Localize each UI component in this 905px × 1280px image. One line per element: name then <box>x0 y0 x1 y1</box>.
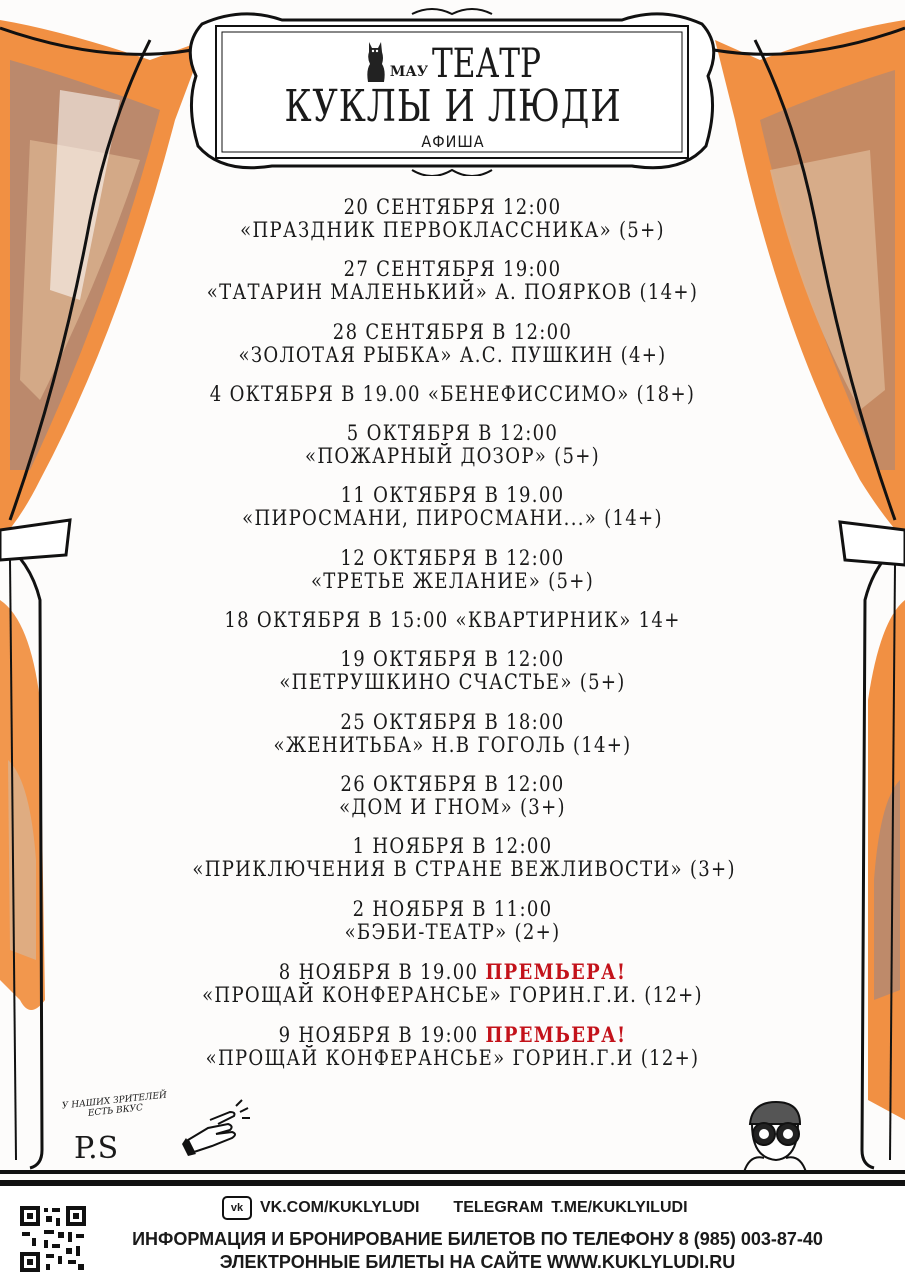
event-date: 12 ОКТЯБРЯ В 12:00 <box>340 545 565 570</box>
page-subtitle: АФИША <box>421 132 485 151</box>
event-date-title: 18 ОКТЯБРЯ В 15:00 «КВАРТИРНИК» 14+ <box>224 608 681 633</box>
event-title: «ТРЕТЬЕ ЖЕЛАНИЕ» (5+) <box>310 568 595 593</box>
event-item <box>150 1023 755 1070</box>
ps-label: P.S <box>74 1131 119 1166</box>
event-date: 9 НОЯБРЯ В 19:00 <box>278 1023 479 1048</box>
event-title: «ПЕТРУШКИНО СЧАСТЬЕ» (5+) <box>279 670 626 695</box>
lady-with-binoculars-icon <box>736 1098 814 1172</box>
event-item <box>150 422 755 468</box>
social-links <box>222 1196 688 1220</box>
black-cat-icon <box>364 38 386 84</box>
event-item <box>150 711 755 757</box>
event-title: «ПРОЩАЙ КОНФЕРАНСЬЕ» ГОРИН.Г.И (12+) <box>205 1046 700 1071</box>
event-item <box>150 898 755 944</box>
event-date-title: 4 ОКТЯБРЯ В 19.00 «БЕНЕФИССИМО» (18+) <box>209 381 696 406</box>
brand-name: ТЕАТР <box>432 41 542 87</box>
event-date-row <box>192 1023 712 1047</box>
event-item <box>150 648 755 694</box>
telegram-link[interactable]: T.ME/KUKLYILUDI <box>551 1199 688 1216</box>
phone-line: ИНФОРМАЦИЯ И БРОНИРОВАНИЕ БИЛЕТОВ ПО ТЕЛЕФОНУ 8 (985) 003-87-40 <box>132 1229 823 1249</box>
footer <box>0 1180 905 1280</box>
event-title: «ЗОЛОТАЯ РЫБКА» А.С. ПУШКИН (4+) <box>238 342 667 367</box>
event-item <box>150 773 755 819</box>
event-title: «БЭБИ-ТЕАТР» (2+) <box>344 919 561 944</box>
event-date: 28 СЕНТЯБРЯ В 12:00 <box>332 319 573 344</box>
event-title: «ПОЖАРНЫЙ ДОЗОР» (5+) <box>304 444 601 469</box>
event-date: 2 НОЯБРЯ В 11:00 <box>352 896 553 921</box>
event-item <box>150 484 755 530</box>
event-date-row <box>192 960 712 984</box>
event-title: «ЖЕНИТЬБА» Н.В ГОГОЛЬ (14+) <box>273 732 632 757</box>
event-item <box>150 321 755 367</box>
event-item <box>150 835 755 881</box>
event-title: «ТАТАРИН МАЛЕНЬКИЙ» А. ПОЯРКОВ (14+) <box>206 280 699 305</box>
title-sign <box>182 6 722 176</box>
event-date: 1 НОЯБРЯ В 12:00 <box>352 834 553 859</box>
event-item <box>150 383 755 406</box>
event-date: 26 ОКТЯБРЯ В 12:00 <box>340 771 565 796</box>
event-item <box>150 196 755 242</box>
event-title: «ДОМ И ГНОМ» (3+) <box>339 794 566 819</box>
telegram-label: TELEGRAM <box>453 1199 544 1216</box>
event-date: 27 СЕНТЯБРЯ 19:00 <box>343 257 562 282</box>
site-line: ЭЛЕКТРОННЫЕ БИЛЕТЫ НА САЙТЕ WWW.KUKLYLUDI.RU <box>219 1252 736 1272</box>
vk-icon: vk <box>222 1196 252 1220</box>
premiere-badge: ПРЕМЬЕРА! <box>485 1022 627 1048</box>
event-date: 8 НОЯБРЯ В 19.00 <box>278 959 479 984</box>
premiere-badge: ПРЕМЬЕРА! <box>485 958 627 984</box>
event-item <box>150 547 755 593</box>
event-title: «ПРОЩАЙ КОНФЕРАНСЬЕ» ГОРИН.Г.И. (12+) <box>202 982 703 1007</box>
event-date: 5 ОКТЯБРЯ В 12:00 <box>346 421 559 446</box>
vk-link[interactable]: VK.COM/KUKLYLUDI <box>260 1199 420 1216</box>
event-date: 19 ОКТЯБРЯ В 12:00 <box>340 647 565 672</box>
clapping-hands-icon <box>182 1098 252 1158</box>
event-item <box>150 960 755 1007</box>
event-date: 11 ОКТЯБРЯ В 19.00 <box>340 483 565 508</box>
event-title: «ПРИКЛЮЧЕНИЯ В СТРАНЕ ВЕЖЛИВОСТИ» (3+) <box>192 857 736 882</box>
booking-info <box>0 1228 905 1274</box>
event-date: 20 СЕНТЯБРЯ 12:00 <box>343 195 562 219</box>
ps-caption: У НАШИХ ЗРИТЕЛЕЙ ЕСТЬ ВКУС <box>61 1090 168 1119</box>
event-item <box>150 258 755 304</box>
event-date: 25 ОКТЯБРЯ В 18:00 <box>340 709 565 734</box>
page-title: КУКЛЫ И ЛЮДИ <box>284 81 622 132</box>
event-list <box>150 196 755 1086</box>
brand-small: МАУ <box>389 64 429 80</box>
event-title: «ПИРОСМАНИ, ПИРОСМАНИ...» (14+) <box>242 506 663 531</box>
event-item <box>150 609 755 632</box>
event-title: «ПРАЗДНИК ПЕРВОКЛАССНИКА» (5+) <box>240 218 665 242</box>
